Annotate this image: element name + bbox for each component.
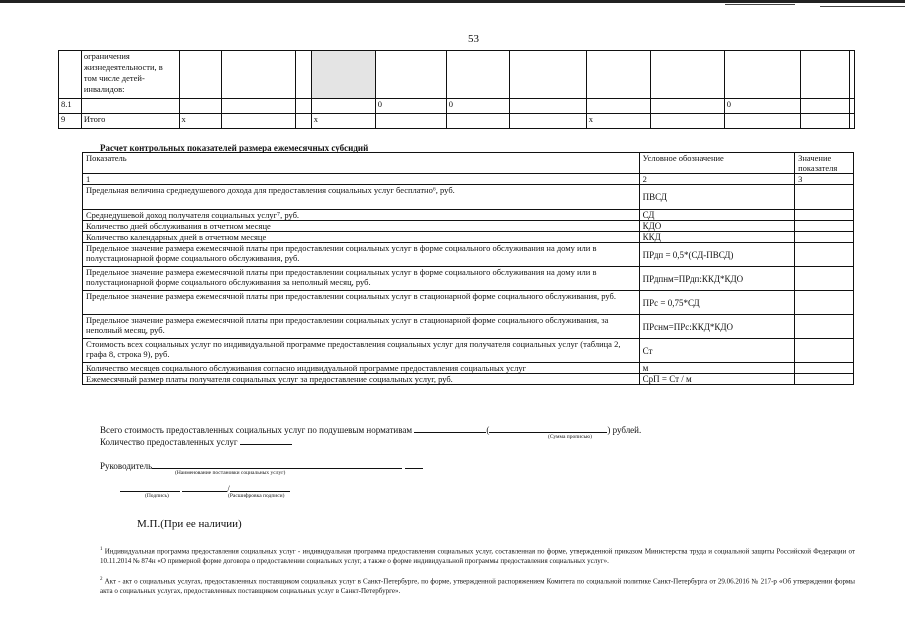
symbol-cell: СД [639,210,794,221]
services-count-field[interactable] [240,436,292,445]
value-cell[interactable] [795,315,854,339]
row-label: Итого [81,114,179,129]
table-row [83,185,854,210]
column-header: Показатель [83,153,640,174]
indicator-cell: Количество месяцев социального обслуживания согласно индивидуальной программе предоставления социальных услуг [83,363,640,374]
indicator-cell: Среднедушевой доход получателя социальных услуг⁷, руб. [83,210,640,221]
value-cell[interactable] [795,210,854,221]
table-row [83,291,854,315]
symbol-cell: ПРдп = 0,5*(СД-ПВСД) [639,243,794,267]
value-cell[interactable] [795,243,854,267]
value-cell[interactable] [795,291,854,315]
services-count-label: Количество предоставленных услуг [100,437,238,447]
footnote: $^2$ Акт - акт о социальных услугах, предоставленных поставщиком социальных услуг в Санкт-Петербурге, по форме, утвержденной распоряжением Комитета по социальной политике Санкт-Петербурга от 29.06.2016 № 217-р «Об утверждении формы акта о социальных услугах, предоставленных поставщиком социальных услуг в Санкт-Петербурге». [100,577,855,595]
column-header: Условное обозначение [639,153,794,174]
indicator-cell: Стоимость всех социальных услуг по индивидуальной программе предоставления социальных услуг для получателя социальных услуг (таблица 2, графа 8, строка 9), руб. [83,339,640,363]
symbol-cell: ПРс = 0,75*СД [639,291,794,315]
table-row [83,363,854,374]
total-cost-field[interactable] [414,424,486,433]
value-cell[interactable] [795,363,854,374]
symbol-cell: ПРдпнм=ПРдп:ККД*КДО [639,267,794,291]
section-title: Расчет контрольных показателей размера ежемесячных субсидий [100,143,369,153]
value-cell[interactable] [795,267,854,291]
signature-line: / [120,483,290,494]
symbol-cell: ККД [639,232,794,243]
indicator-cell: Предельное значение размера ежемесячной платы при предоставлении социальных услуг в форме социального обслуживания на дому или в полустационарной форме социального обслуживания за неполный месяц, руб. [83,267,640,291]
indicator-cell: Предельная величина среднедушевого дохода для предоставления социальных услуг бесплатно⁶, руб. [83,185,640,210]
stamp-note: М.П.(При ее наличии) [137,518,242,530]
table-row [59,51,855,99]
value-cell[interactable] [795,232,854,243]
footnote: $^1$ Индивидуальная программа предоставления социальных услуг - индивидуальная программа предоставления социальных услуг, составленная по форме, утвержденной приказом Министерства труда и социальной защиты Российской Федерации от 10.11.2014 № 874н «О примерной форме договора о предоставлении социальных услуг, а также о форме индивидуальной программы предоставления социальных услуг». [100,547,855,565]
table-index-row: 1 2 3 [83,174,854,185]
value-cell[interactable] [795,221,854,232]
table-row [83,339,854,363]
page-top-rule [820,6,905,7]
row-label [81,99,179,114]
symbol-cell: Ст [639,339,794,363]
symbol-cell: м [639,363,794,374]
table-row [83,374,854,385]
table-row [83,232,854,243]
page-top-rule [725,4,795,5]
table-row [83,243,854,267]
table-row: 9 Итого х х х [59,114,855,129]
head-hint: (Наименование постановки социальных услуг) [175,470,286,476]
continuation-table [58,50,855,129]
signature-field[interactable] [120,483,180,492]
indicator-cell: Предельное значение размера ежемесячной платы при предоставлении социальных услуг в стационарной форме социального обслуживания, за неполный месяц, руб. [83,315,640,339]
row-number [59,51,82,99]
head-field[interactable] [152,460,402,469]
table-row [83,221,854,232]
signature-hint: (Подпись) [145,493,169,499]
indicator-cell: Предельное значение размера ежемесячной платы при предоставлении социальных услуг в форме социального обслуживания на дому или в полустационарной форме социального обслуживания, руб. [83,243,640,267]
row-label: ограничения жизнедеятельности, в том числе детей-инвалидов: [81,51,179,99]
table-header-row [83,153,854,174]
signature-decode-hint: (Расшифровка подписи) [228,493,285,499]
table-row [83,267,854,291]
symbol-cell: КДО [639,221,794,232]
indicator-cell: Количество дней обслуживания в отчетном месяце [83,221,640,232]
total-cost-hint: (Сумма прописью) [548,434,592,440]
total-cost-line: Всего стоимость предоставленных социальных услуг по подушевым нормативам ( ) рублей. [100,425,642,435]
head-label: Руководитель [100,461,153,471]
table-row: 8.1 0 0 0 [59,99,855,114]
indicator-cell: Количество календарных дней в отчетном месяце [83,232,640,243]
column-header: Значение показателя [795,153,854,174]
symbol-cell: СрП = Ст / м [639,374,794,385]
indicator-cell: Ежемесячный размер платы получателя социальных услуг за предоставление социальных услуг, руб. [83,374,640,385]
indicators-table [82,152,854,385]
table-row [83,315,854,339]
indicator-cell: Предельное значение размера ежемесячной платы при предоставлении социальных услуг в стационарной форме социального обслуживания, руб. [83,291,640,315]
services-count-line [100,436,292,447]
value-cell[interactable] [795,185,854,210]
row-number: 8.1 [59,99,82,114]
symbol-cell: ПВСД [639,185,794,210]
symbol-cell: ПРснм=ПРс:ККД*КДО [639,315,794,339]
signature-decode-field[interactable] [230,483,290,492]
page-number: 53 [468,33,479,45]
value-cell[interactable] [795,374,854,385]
total-cost-words-field[interactable] [489,424,607,433]
value-cell[interactable] [795,339,854,363]
table-row [83,210,854,221]
total-cost-label: Всего стоимость предоставленных социальных услуг по подушевым нормативам [100,425,413,435]
row-number: 9 [59,114,82,129]
page-top-border [0,0,905,3]
